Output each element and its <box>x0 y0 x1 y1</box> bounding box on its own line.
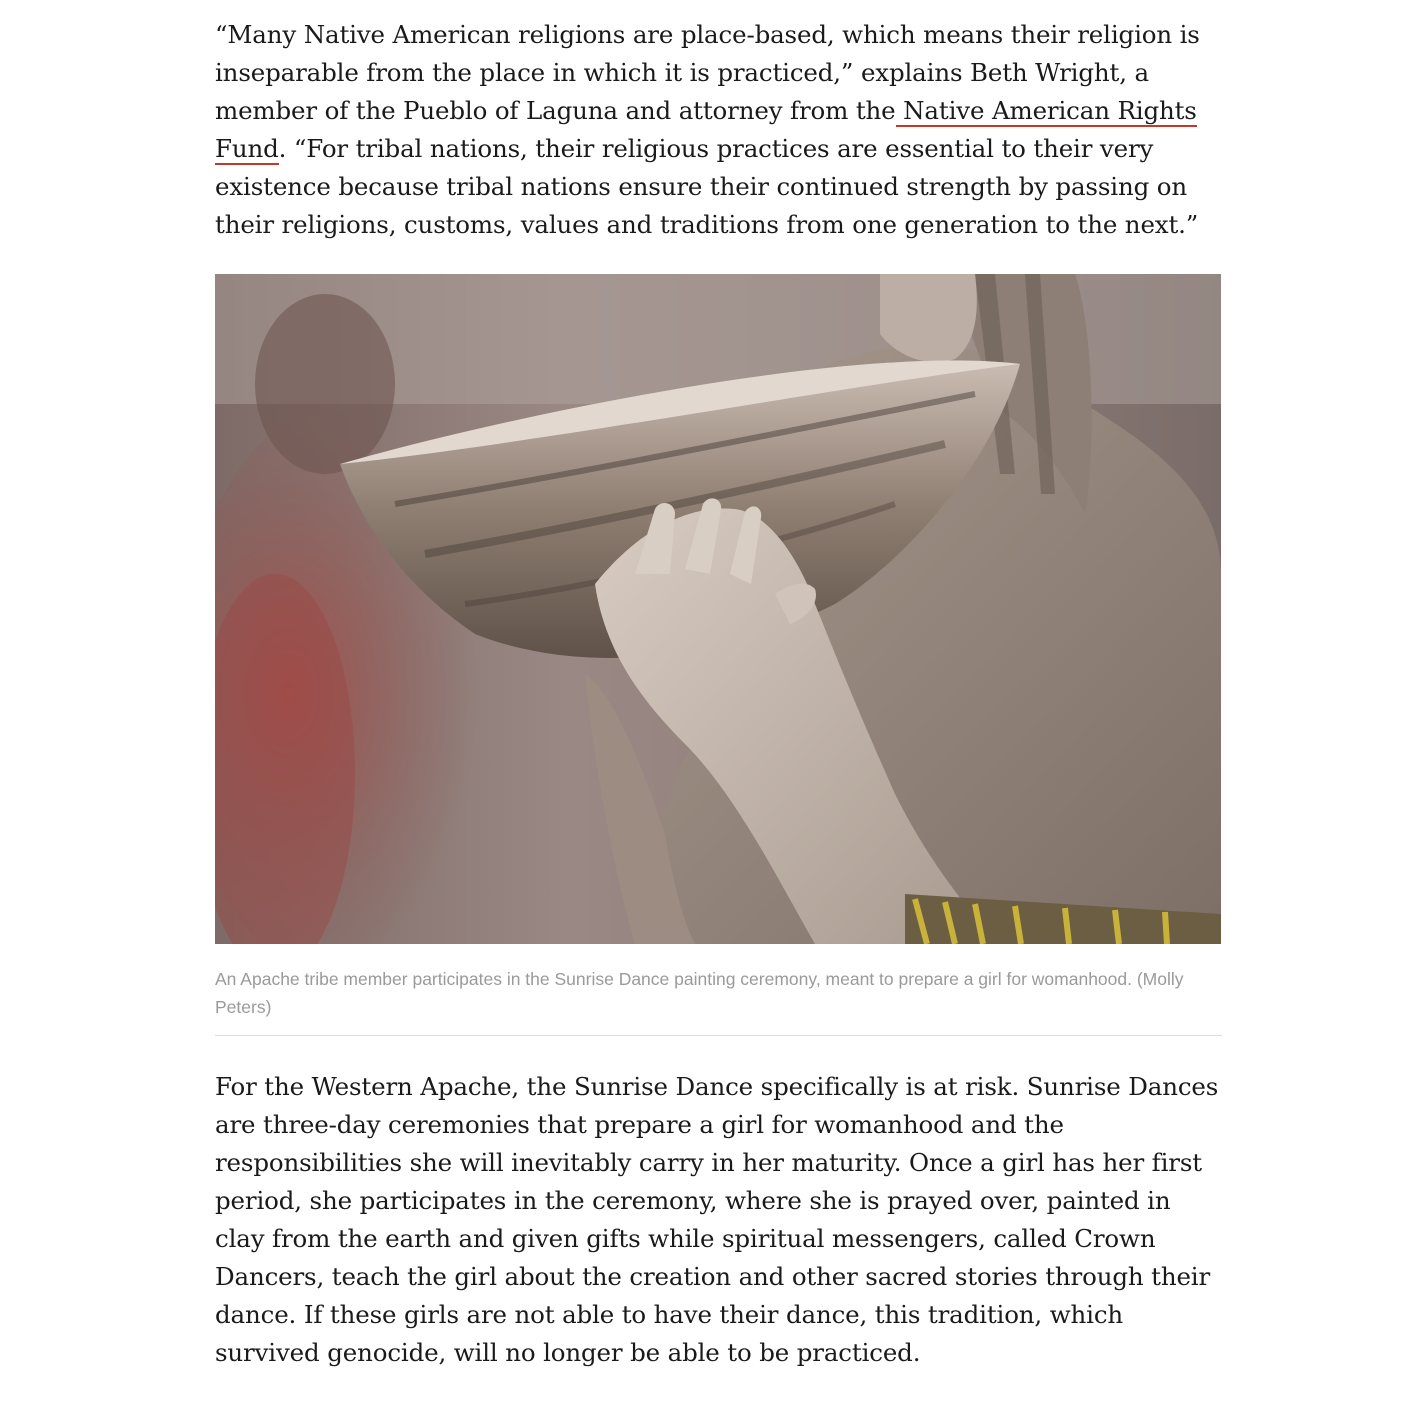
paragraph-sunrise-dance: For the Western Apache, the Sunrise Dance specifically is at risk. Sunrise Dances are three-day ceremonies that prepare a girl for womanhood and the responsibilities she will inevitably carry in her maturity. Once a girl has her first period, she participates in the ceremony, where she is prayed over, painted in clay from the earth and given gifts while spiritual messengers, called Crown Dancers, teach the girl about the creation and other sacred stories through their dance. If these girls are not able to have their dance, this tradition, which survived genocide, will no longer be able to be practiced. <box>215 1072 1219 1367</box>
paragraph-quote-text-after: . “For tribal nations, their religious practices are essential to their very existence because tribal nations ensure their continued strength by passing on their religions, customs, values and traditions from one generation to the next.” <box>215 134 1199 239</box>
article-figure <box>215 274 1222 1036</box>
native-american-rights-fund-link[interactable]: Native American Rights Fund <box>215 96 1197 163</box>
paragraph-quote <box>215 16 1222 244</box>
article-body <box>215 0 1222 1372</box>
figure-caption: An Apache tribe member participates in the Sunrise Dance painting ceremony, meant to prepare a girl for womanhood. (Molly Peters) <box>215 965 1222 1036</box>
article-photo <box>215 274 1221 944</box>
paragraph-quote-text-before: “Many Native American religions are place-based, which means their religion is inseparable from the place in which it is practiced,” explains Beth Wright, a member of the Pueblo of Laguna and attorney from the <box>215 20 1200 125</box>
